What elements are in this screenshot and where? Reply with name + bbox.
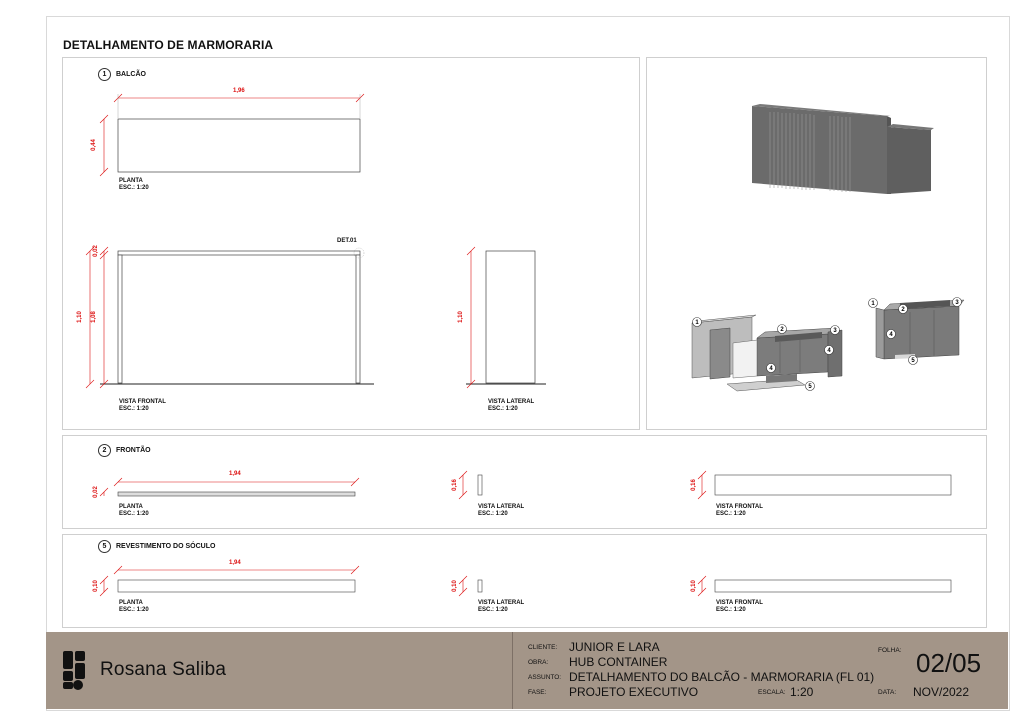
caption-scale: ESC.: 1:20 xyxy=(119,185,149,191)
cliente-value: JUNIOR E LARA xyxy=(569,640,660,654)
caption-title: VISTA FRONTAL xyxy=(716,504,763,510)
dim-front-height: 1,10 xyxy=(76,311,83,323)
caption-soculo-lateral xyxy=(478,600,524,614)
svg-text:1: 1 xyxy=(695,320,699,326)
svg-text:2: 2 xyxy=(901,307,905,313)
brand-logo-icon xyxy=(62,651,90,691)
svg-text:1: 1 xyxy=(871,301,875,307)
fase-label: FASE: xyxy=(528,689,547,696)
escala-value: 1:20 xyxy=(790,685,814,699)
caption-title: PLANTA xyxy=(119,504,143,510)
dim-front-inner: 1,08 xyxy=(90,311,97,323)
section-number: 2 xyxy=(98,444,111,457)
caption-title: VISTA FRONTAL xyxy=(716,600,763,606)
caption-scale: ESC.: 1:20 xyxy=(716,511,746,517)
dim-frontao-lateral: 0,16 xyxy=(451,479,458,491)
dim-front-top: 0,02 xyxy=(92,245,99,257)
svg-text:4: 4 xyxy=(827,348,831,354)
dim-soculo-lateral: 0,10 xyxy=(451,580,458,592)
folha-label: FOLHA: xyxy=(878,647,902,654)
svg-text:5: 5 xyxy=(911,358,915,364)
data-value: NOV/2022 xyxy=(913,685,970,699)
caption-scale: ESC.: 1:20 xyxy=(119,607,149,613)
caption-title: VISTA LATERAL xyxy=(478,504,525,510)
data-label: DATA: xyxy=(878,689,897,696)
title-block-divider xyxy=(512,632,513,709)
obra-label: OBRA: xyxy=(528,659,549,666)
dim-soculo-planta: 0,10 xyxy=(92,580,99,592)
svg-text:4: 4 xyxy=(889,332,893,338)
dim-balcao-width: 1,96 xyxy=(233,88,245,94)
caption-title: VISTA LATERAL xyxy=(478,600,525,606)
escala-label: ESCALA: xyxy=(758,689,786,696)
section-name: FRONTÃO xyxy=(116,447,151,454)
caption-scale: ESC.: 1:20 xyxy=(119,511,149,517)
svg-text:3: 3 xyxy=(955,300,959,306)
dim-soculo-width: 1,94 xyxy=(229,560,241,566)
caption-scale: ESC.: 1:20 xyxy=(119,406,149,412)
fase-value: PROJETO EXECUTIVO xyxy=(569,685,699,699)
section-name: REVESTIMENTO DO SÓCULO xyxy=(116,543,216,550)
svg-text:3: 3 xyxy=(833,328,837,334)
svg-text:4: 4 xyxy=(769,366,773,372)
assunto-label: ASSUNTO: xyxy=(528,674,562,681)
caption-title: VISTA LATERAL xyxy=(488,399,535,405)
caption-scale: ESC.: 1:20 xyxy=(478,511,508,517)
obra-value: HUB CONTAINER xyxy=(569,655,668,669)
cliente-label: CLIENTE: xyxy=(528,644,558,651)
caption-title: PLANTA xyxy=(119,600,143,606)
caption-title: VISTA FRONTAL xyxy=(119,399,166,405)
dim-lateral-height: 1,10 xyxy=(457,311,464,323)
svg-text:5: 5 xyxy=(808,384,812,390)
section-number: 1 xyxy=(98,68,111,81)
section-name: BALCÃO xyxy=(116,71,146,78)
caption-title: PLANTA xyxy=(119,178,143,184)
detail-tag: DET.01 xyxy=(337,238,357,244)
page-title: DETALHAMENTO DE MARMORARIA xyxy=(63,38,274,52)
dim-soculo-frontal: 0,10 xyxy=(690,580,697,592)
brand-name: Rosana Saliba xyxy=(100,659,227,680)
dim-frontao-width: 1,94 xyxy=(229,471,241,477)
caption-soculo-frontal xyxy=(716,600,763,614)
caption-scale: ESC.: 1:20 xyxy=(478,607,508,613)
assunto-value: DETALHAMENTO DO BALCÃO - MARMORARIA (FL 01) xyxy=(569,670,875,684)
caption-scale: ESC.: 1:20 xyxy=(716,607,746,613)
folha-value: 02/05 xyxy=(916,648,982,678)
dim-balcao-depth: 0,44 xyxy=(90,139,97,151)
dim-frontao-planta: 0,02 xyxy=(92,486,99,498)
caption-scale: ESC.: 1:20 xyxy=(488,406,518,412)
svg-text:2: 2 xyxy=(780,327,784,333)
caption-soculo-planta xyxy=(119,600,149,614)
section-number: 5 xyxy=(98,540,111,553)
dim-frontao-frontal: 0,16 xyxy=(690,479,697,491)
